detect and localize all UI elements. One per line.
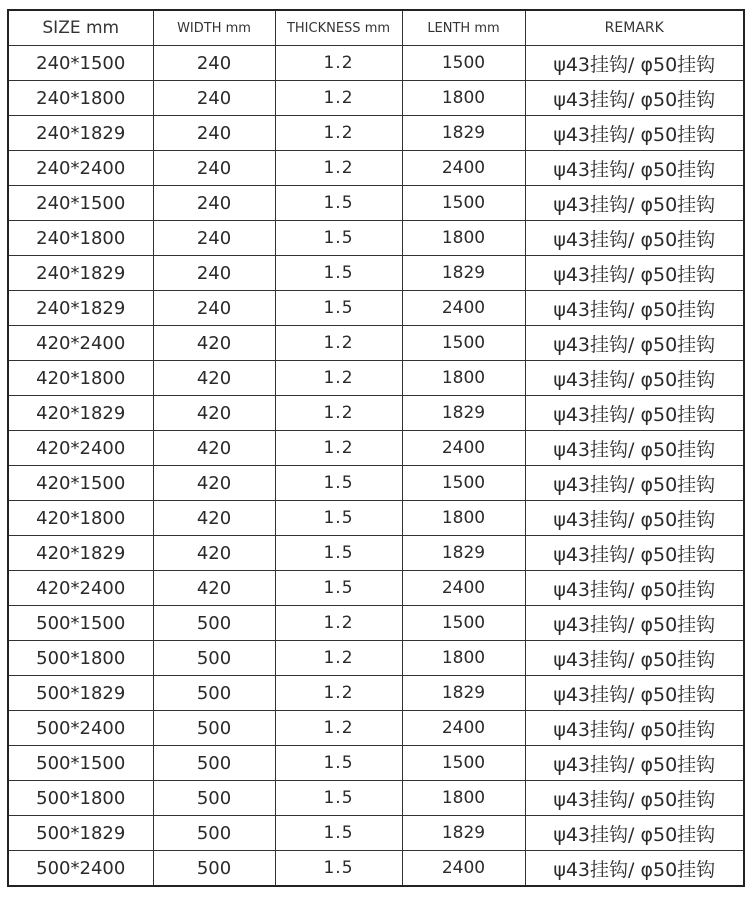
cell-remark: ψ43挂钩/ φ50挂钩: [525, 781, 744, 816]
cell-remark: ψ43挂钩/ φ50挂钩: [525, 431, 744, 466]
cell-width: 240: [153, 256, 275, 291]
cell-width: 420: [153, 501, 275, 536]
header-size: SIZE mm: [8, 10, 153, 46]
table-row: [8, 676, 744, 711]
cell-remark: ψ43挂钩/ φ50挂钩: [525, 466, 744, 501]
cell-width: 240: [153, 186, 275, 221]
cell-size: 420*1800: [8, 501, 153, 536]
cell-size: 420*1800: [8, 361, 153, 396]
cell-remark: ψ43挂钩/ φ50挂钩: [525, 326, 744, 361]
cell-width: 240: [153, 46, 275, 81]
cell-size: 500*1800: [8, 641, 153, 676]
cell-length: 1800: [402, 221, 525, 256]
cell-length: 1829: [402, 816, 525, 851]
cell-thickness: 1.2: [275, 676, 402, 711]
cell-thickness: 1.5: [275, 291, 402, 326]
cell-thickness: 1.2: [275, 711, 402, 746]
cell-thickness: 1.2: [275, 326, 402, 361]
cell-width: 420: [153, 466, 275, 501]
table-row: [8, 256, 744, 291]
table-row: [8, 431, 744, 466]
cell-remark: ψ43挂钩/ φ50挂钩: [525, 116, 744, 151]
cell-width: 240: [153, 291, 275, 326]
cell-size: 500*2400: [8, 851, 153, 887]
cell-width: 500: [153, 781, 275, 816]
header-length: LENTH mm: [402, 10, 525, 46]
cell-width: 240: [153, 116, 275, 151]
cell-remark: ψ43挂钩/ φ50挂钩: [525, 641, 744, 676]
cell-length: 1829: [402, 396, 525, 431]
cell-length: 1500: [402, 746, 525, 781]
cell-length: 1500: [402, 326, 525, 361]
cell-width: 420: [153, 536, 275, 571]
cell-size: 500*1800: [8, 781, 153, 816]
table-row: [8, 186, 744, 221]
cell-size: 240*1500: [8, 46, 153, 81]
cell-thickness: 1.2: [275, 151, 402, 186]
table-row: [8, 606, 744, 641]
cell-remark: ψ43挂钩/ φ50挂钩: [525, 816, 744, 851]
cell-remark: ψ43挂钩/ φ50挂钩: [525, 186, 744, 221]
cell-thickness: 1.5: [275, 186, 402, 221]
cell-width: 500: [153, 676, 275, 711]
cell-size: 240*2400: [8, 151, 153, 186]
cell-size: 420*2400: [8, 326, 153, 361]
spec-table: [7, 9, 745, 887]
spec-sheet: [7, 9, 743, 887]
cell-remark: ψ43挂钩/ φ50挂钩: [525, 396, 744, 431]
cell-width: 420: [153, 326, 275, 361]
table-row: [8, 641, 744, 676]
cell-size: 240*1829: [8, 256, 153, 291]
cell-size: 420*2400: [8, 571, 153, 606]
cell-thickness: 1.5: [275, 781, 402, 816]
cell-thickness: 1.5: [275, 501, 402, 536]
cell-length: 2400: [402, 291, 525, 326]
cell-length: 2400: [402, 571, 525, 606]
cell-length: 1829: [402, 536, 525, 571]
cell-width: 420: [153, 361, 275, 396]
cell-size: 420*2400: [8, 431, 153, 466]
cell-width: 500: [153, 606, 275, 641]
table-row: [8, 536, 744, 571]
cell-thickness: 1.2: [275, 81, 402, 116]
table-row: [8, 46, 744, 81]
cell-length: 1800: [402, 81, 525, 116]
cell-length: 1500: [402, 606, 525, 641]
cell-size: 240*1800: [8, 221, 153, 256]
table-row: [8, 851, 744, 887]
table-row: [8, 501, 744, 536]
cell-length: 2400: [402, 711, 525, 746]
cell-length: 1500: [402, 186, 525, 221]
cell-remark: ψ43挂钩/ φ50挂钩: [525, 676, 744, 711]
cell-length: 1800: [402, 361, 525, 396]
cell-size: 420*1829: [8, 396, 153, 431]
cell-width: 240: [153, 221, 275, 256]
cell-thickness: 1.2: [275, 606, 402, 641]
table-row: [8, 81, 744, 116]
cell-width: 420: [153, 396, 275, 431]
table-row: [8, 326, 744, 361]
cell-width: 240: [153, 81, 275, 116]
cell-size: 500*2400: [8, 711, 153, 746]
table-row: [8, 571, 744, 606]
cell-remark: ψ43挂钩/ φ50挂钩: [525, 746, 744, 781]
cell-remark: ψ43挂钩/ φ50挂钩: [525, 221, 744, 256]
cell-width: 500: [153, 746, 275, 781]
table-body: [8, 46, 744, 887]
table-row: [8, 711, 744, 746]
cell-thickness: 1.5: [275, 571, 402, 606]
cell-length: 2400: [402, 851, 525, 887]
table-row: [8, 151, 744, 186]
table-row: [8, 746, 744, 781]
table-row: [8, 291, 744, 326]
cell-size: 240*1829: [8, 116, 153, 151]
cell-size: 500*1829: [8, 676, 153, 711]
cell-remark: ψ43挂钩/ φ50挂钩: [525, 536, 744, 571]
cell-length: 1829: [402, 256, 525, 291]
cell-size: 240*1500: [8, 186, 153, 221]
table-row: [8, 816, 744, 851]
cell-length: 1829: [402, 676, 525, 711]
cell-length: 1829: [402, 116, 525, 151]
cell-size: 500*1829: [8, 816, 153, 851]
cell-length: 1800: [402, 641, 525, 676]
table-row: [8, 466, 744, 501]
cell-remark: ψ43挂钩/ φ50挂钩: [525, 81, 744, 116]
table-row: [8, 781, 744, 816]
cell-thickness: 1.5: [275, 221, 402, 256]
cell-width: 500: [153, 641, 275, 676]
table-row: [8, 361, 744, 396]
cell-length: 1800: [402, 501, 525, 536]
cell-thickness: 1.2: [275, 46, 402, 81]
cell-thickness: 1.5: [275, 816, 402, 851]
cell-thickness: 1.5: [275, 746, 402, 781]
table-header: [8, 10, 744, 46]
cell-width: 420: [153, 571, 275, 606]
header-row: [8, 10, 744, 46]
cell-remark: ψ43挂钩/ φ50挂钩: [525, 256, 744, 291]
cell-width: 500: [153, 851, 275, 887]
cell-length: 1800: [402, 781, 525, 816]
cell-remark: ψ43挂钩/ φ50挂钩: [525, 501, 744, 536]
cell-width: 420: [153, 431, 275, 466]
cell-remark: ψ43挂钩/ φ50挂钩: [525, 291, 744, 326]
cell-size: 500*1500: [8, 606, 153, 641]
cell-thickness: 1.2: [275, 116, 402, 151]
cell-length: 2400: [402, 431, 525, 466]
table-row: [8, 221, 744, 256]
cell-remark: ψ43挂钩/ φ50挂钩: [525, 151, 744, 186]
cell-remark: ψ43挂钩/ φ50挂钩: [525, 711, 744, 746]
cell-width: 500: [153, 711, 275, 746]
cell-width: 500: [153, 816, 275, 851]
cell-size: 500*1500: [8, 746, 153, 781]
table-row: [8, 116, 744, 151]
header-width: WIDTH mm: [153, 10, 275, 46]
cell-length: 1500: [402, 466, 525, 501]
header-remark: REMARK: [525, 10, 744, 46]
cell-thickness: 1.5: [275, 536, 402, 571]
cell-thickness: 1.2: [275, 431, 402, 466]
cell-thickness: 1.5: [275, 256, 402, 291]
cell-size: 240*1829: [8, 291, 153, 326]
cell-size: 420*1500: [8, 466, 153, 501]
cell-remark: ψ43挂钩/ φ50挂钩: [525, 46, 744, 81]
header-thickness: THICKNESS mm: [275, 10, 402, 46]
cell-length: 1500: [402, 46, 525, 81]
cell-size: 420*1829: [8, 536, 153, 571]
cell-remark: ψ43挂钩/ φ50挂钩: [525, 606, 744, 641]
cell-remark: ψ43挂钩/ φ50挂钩: [525, 571, 744, 606]
cell-remark: ψ43挂钩/ φ50挂钩: [525, 851, 744, 887]
cell-thickness: 1.2: [275, 641, 402, 676]
cell-width: 240: [153, 151, 275, 186]
cell-thickness: 1.5: [275, 851, 402, 887]
cell-remark: ψ43挂钩/ φ50挂钩: [525, 361, 744, 396]
table-row: [8, 396, 744, 431]
cell-thickness: 1.2: [275, 396, 402, 431]
cell-thickness: 1.2: [275, 361, 402, 396]
cell-thickness: 1.5: [275, 466, 402, 501]
cell-length: 2400: [402, 151, 525, 186]
cell-size: 240*1800: [8, 81, 153, 116]
